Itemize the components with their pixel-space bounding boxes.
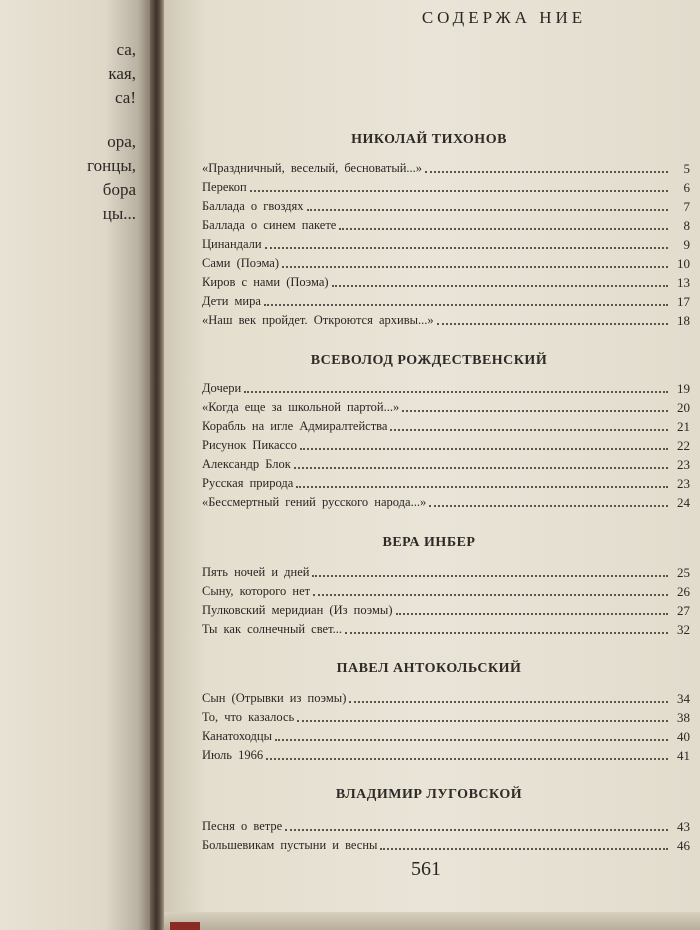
toc-entry[interactable] <box>202 707 690 725</box>
author-heading: ВСЕВОЛОД РОЖДЕСТВЕНСКИЙ <box>310 353 548 368</box>
entry-title: Канатоходцы <box>202 729 272 743</box>
entry-page: 32 <box>677 622 690 637</box>
entry-title: То, что казалось <box>202 710 295 724</box>
toc-entry[interactable] <box>202 688 690 706</box>
entry-page: 34 <box>677 691 690 706</box>
author-heading: ВЛАДИМИР ЛУГОВСКОЙ <box>335 787 523 802</box>
toc-entry[interactable] <box>202 291 690 309</box>
entry-page: 27 <box>677 603 690 618</box>
entry-page: 23 <box>677 476 690 491</box>
left-line: са, <box>116 40 136 59</box>
entry-title: Рисунок Пикассо <box>202 438 297 452</box>
dot-leader <box>294 467 668 469</box>
book-spine-edge <box>170 922 200 930</box>
dot-leader <box>244 391 668 393</box>
dot-leader <box>297 720 668 722</box>
toc-entry[interactable] <box>202 234 690 252</box>
entry-page: 38 <box>677 710 690 725</box>
entry-page: 19 <box>677 381 690 396</box>
dot-leader <box>332 285 668 287</box>
author-heading: ПАВЕЛ АНТОКОЛЬСКИЙ <box>336 661 522 676</box>
dot-leader <box>266 758 668 760</box>
dot-leader <box>390 429 668 431</box>
entry-page: 21 <box>677 419 690 434</box>
dot-leader <box>296 486 668 488</box>
page-title: СОДЕРЖА НИЕ <box>421 8 587 27</box>
entry-title: Большевикам пустыни и весны <box>202 838 378 852</box>
entry-title: «Бессмертный гений русского народа...» <box>202 495 427 509</box>
entry-page: 8 <box>683 218 690 233</box>
dot-leader <box>402 410 668 412</box>
dot-leader <box>285 829 668 831</box>
toc-entry[interactable] <box>202 253 690 271</box>
author-heading: ВЕРА ИНБЕР <box>382 535 476 550</box>
entry-title: «Когда еще за школьной партой...» <box>202 400 400 414</box>
book-gutter <box>150 0 164 930</box>
entry-title: Дочери <box>202 381 242 395</box>
entry-page: 23 <box>677 457 690 472</box>
entry-page: 17 <box>677 294 690 309</box>
entry-page: 26 <box>677 584 690 599</box>
entry-title: «Праздничный, веселый, бесноватый...» <box>202 161 423 175</box>
entry-page: 6 <box>683 180 690 195</box>
entry-page: 13 <box>677 275 690 290</box>
left-page-text <box>87 38 136 226</box>
entry-title: Перекоп <box>202 180 247 194</box>
entry-title: Баллада о синем пакете <box>202 218 337 232</box>
dot-leader <box>349 701 668 703</box>
contents-page <box>164 0 700 930</box>
toc-entry[interactable] <box>202 619 690 637</box>
dot-leader <box>282 266 668 268</box>
toc-entry[interactable] <box>202 745 690 763</box>
entry-title: Пулковский меридиан (Из поэмы) <box>202 603 393 617</box>
entry-title: Песня о ветре <box>202 819 283 833</box>
toc-entry[interactable] <box>202 196 690 214</box>
entry-page: 18 <box>677 313 690 328</box>
entry-page: 10 <box>677 256 690 271</box>
entry-page: 9 <box>683 237 690 252</box>
entry-title: Баллада о гвоздях <box>202 199 304 213</box>
entry-title: Русская природа <box>202 476 294 490</box>
dot-leader <box>339 228 668 230</box>
entry-page: 5 <box>683 161 690 176</box>
entry-title: Ты как солнечный свет... <box>202 622 342 636</box>
left-line: ора, <box>107 132 136 151</box>
page-number: 561 <box>411 858 441 880</box>
left-line: са! <box>115 88 136 107</box>
entry-title: Киров с нами (Поэма) <box>202 275 329 289</box>
entry-title: Александр Блок <box>202 457 291 471</box>
entry-title: Дети мира <box>202 294 261 308</box>
toc-entry[interactable] <box>202 581 690 599</box>
toc-entry[interactable] <box>202 816 690 834</box>
entry-title: Июль 1966 <box>202 748 264 762</box>
entry-page: 41 <box>677 748 690 763</box>
entry-title: Цинандали <box>202 237 262 251</box>
entry-page: 7 <box>683 199 690 214</box>
entry-page: 24 <box>677 495 690 510</box>
entry-page: 46 <box>677 838 690 853</box>
toc-entry[interactable] <box>202 435 690 453</box>
dot-leader <box>313 594 668 596</box>
dot-leader <box>307 209 668 211</box>
left-page <box>0 0 150 930</box>
entry-title: Сыну, которого нет <box>202 584 311 598</box>
dot-leader <box>437 323 668 325</box>
toc-entry[interactable] <box>202 835 690 853</box>
entry-title: Сами (Поэма) <box>202 256 279 270</box>
toc-entry[interactable] <box>202 158 690 176</box>
entry-page: 22 <box>677 438 690 453</box>
dot-leader <box>380 848 668 850</box>
toc-entry[interactable] <box>202 177 690 195</box>
toc-entry[interactable] <box>202 726 690 744</box>
dot-leader <box>425 171 668 173</box>
dot-leader <box>345 632 668 634</box>
entry-page: 40 <box>677 729 690 744</box>
toc-entry[interactable] <box>202 310 690 328</box>
stanza-gap <box>87 110 136 130</box>
entry-page: 25 <box>677 565 690 580</box>
toc-entry[interactable] <box>202 492 690 510</box>
toc-entry[interactable] <box>202 272 690 290</box>
dot-leader <box>265 247 668 249</box>
entry-title: Сын (Отрывки из поэмы) <box>202 691 347 705</box>
left-line: кая, <box>108 64 136 83</box>
dot-leader <box>312 575 668 577</box>
dot-leader <box>264 304 668 306</box>
entry-page: 43 <box>677 819 690 834</box>
author-heading: НИКОЛАЙ ТИХОНОВ <box>351 132 507 147</box>
left-line: цы... <box>102 204 136 223</box>
entry-title: «Наш век пройдет. Откроются архивы...» <box>202 313 434 327</box>
dot-leader <box>396 613 669 615</box>
dot-leader <box>300 448 668 450</box>
toc-entry[interactable] <box>202 397 690 415</box>
left-line: гонцы, <box>87 156 136 175</box>
entry-title: Пять ночей и дней <box>202 565 310 579</box>
page-bottom-edge <box>164 912 700 930</box>
toc-entry[interactable] <box>202 562 690 580</box>
toc-entry[interactable] <box>202 454 690 472</box>
dot-leader <box>275 739 668 741</box>
toc-entry[interactable] <box>202 473 690 491</box>
dot-leader <box>250 190 668 192</box>
toc-entry[interactable] <box>202 600 690 618</box>
entry-page: 20 <box>677 400 690 415</box>
entry-title: Корабль на игле Адмиралтейства <box>202 419 388 433</box>
left-line: бора <box>102 180 136 199</box>
toc-entry[interactable] <box>202 416 690 434</box>
toc-entry[interactable] <box>202 215 690 233</box>
dot-leader <box>429 505 668 507</box>
toc-entry[interactable] <box>202 378 690 396</box>
